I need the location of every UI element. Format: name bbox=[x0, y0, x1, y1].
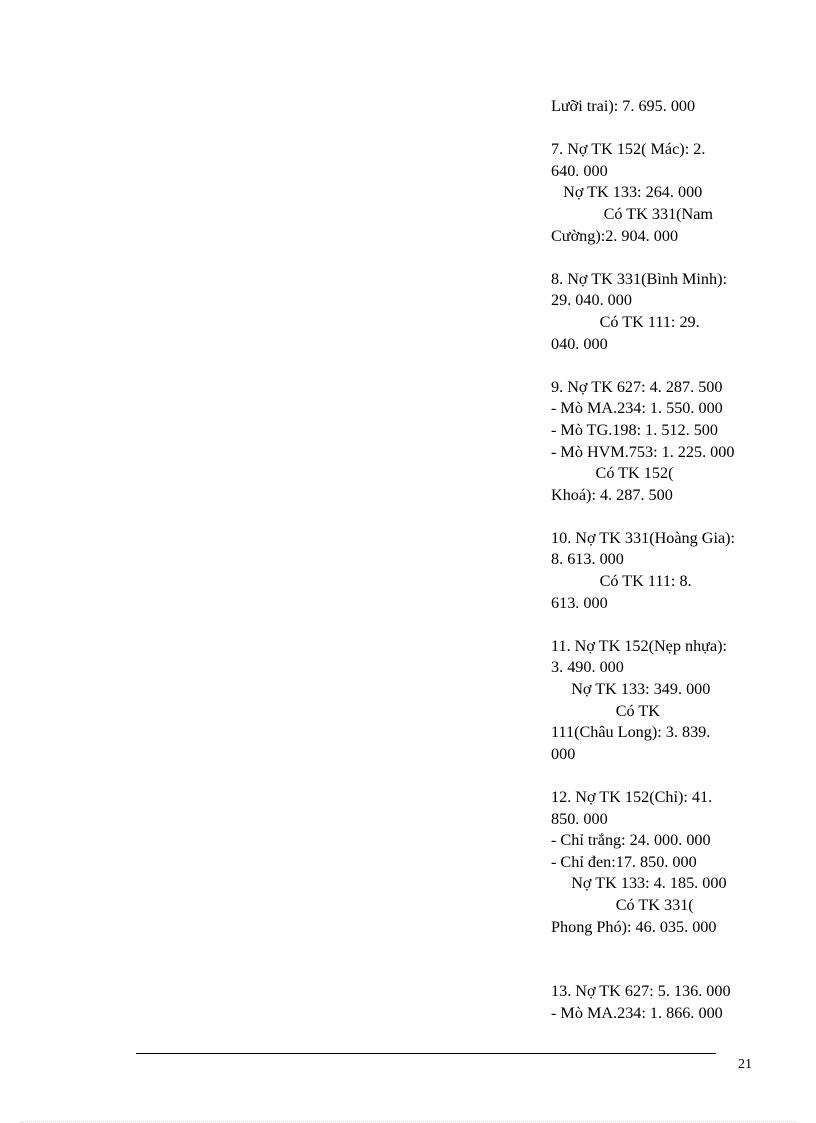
text-line: 9. Nợ TK 627: 4. 287. 500 bbox=[551, 377, 723, 396]
text-line: 000 bbox=[551, 744, 576, 763]
text-line: Có TK 331(Nam bbox=[551, 204, 714, 223]
page-bottom-border bbox=[20, 1121, 796, 1122]
text-line: Có TK 111: 29. bbox=[551, 312, 700, 331]
text-line: - Mò MA.234: 1. 866. 000 bbox=[551, 1003, 723, 1022]
text-line: Có TK 111: 8. bbox=[551, 572, 692, 591]
footer-rule bbox=[136, 1053, 716, 1054]
text-line: 8. 613. 000 bbox=[551, 550, 624, 569]
text-line: Cường):2. 904. 000 bbox=[551, 226, 679, 245]
text-line: Có TK 152( bbox=[551, 464, 674, 483]
text-line: 3. 490. 000 bbox=[551, 658, 624, 677]
text-line: - Chỉ đen:17. 850. 000 bbox=[551, 852, 697, 871]
blank-line bbox=[551, 938, 791, 960]
blank-line bbox=[551, 118, 791, 140]
text-line: 111(Châu Long): 3. 839. bbox=[551, 723, 711, 742]
text-line: 29. 040. 000 bbox=[551, 291, 632, 310]
text-line: Nợ TK 133: 4. 185. 000 bbox=[551, 874, 727, 893]
text-line: Có TK 331( bbox=[551, 895, 694, 914]
text-line: Phong Phó): 46. 035. 000 bbox=[551, 917, 717, 936]
text-line: - Mò HVM.753: 1. 225. 000 bbox=[551, 442, 735, 461]
text-line: 8. Nợ TK 331(Bình Minh): bbox=[551, 269, 727, 288]
text-line: 850. 000 bbox=[551, 809, 608, 828]
blank-line bbox=[551, 506, 791, 528]
text-line: Lưỡi trai): 7. 695. 000 bbox=[551, 97, 696, 115]
page-number: 21 bbox=[738, 1057, 752, 1072]
text-line: - Mò MA.234: 1. 550. 000 bbox=[551, 399, 723, 418]
blank-line bbox=[551, 247, 791, 269]
text-line: Khoá): 4. 287. 500 bbox=[551, 485, 673, 504]
text-line: 13. Nợ TK 627: 5. 136. 000 bbox=[551, 982, 731, 1001]
text-line: 613. 000 bbox=[551, 593, 608, 612]
blank-line bbox=[551, 614, 791, 636]
text-line: - Chỉ trắng: 24. 000. 000 bbox=[551, 831, 711, 850]
blank-line bbox=[551, 765, 791, 787]
text-line: Nợ TK 133: 264. 000 bbox=[551, 183, 703, 202]
text-line: Nợ TK 133: 349. 000 bbox=[551, 680, 711, 699]
text-line: 12. Nợ TK 152(Chỉ): 41. bbox=[551, 788, 713, 806]
text-line: 11. Nợ TK 152(Nẹp nhựa): bbox=[551, 636, 728, 655]
text-line: 7. Nợ TK 152( Mác): 2. bbox=[551, 140, 706, 159]
text-line: - Mò TG.198: 1. 512. 500 bbox=[551, 420, 718, 439]
text-line: 10. Nợ TK 331(Hoàng Gia): bbox=[551, 528, 736, 547]
text-line: 640. 000 bbox=[551, 161, 608, 180]
document-body bbox=[551, 96, 791, 1025]
text-line: 040. 000 bbox=[551, 334, 608, 353]
text-line: Có TK bbox=[551, 701, 660, 720]
blank-line bbox=[551, 960, 791, 982]
blank-line bbox=[551, 355, 791, 377]
